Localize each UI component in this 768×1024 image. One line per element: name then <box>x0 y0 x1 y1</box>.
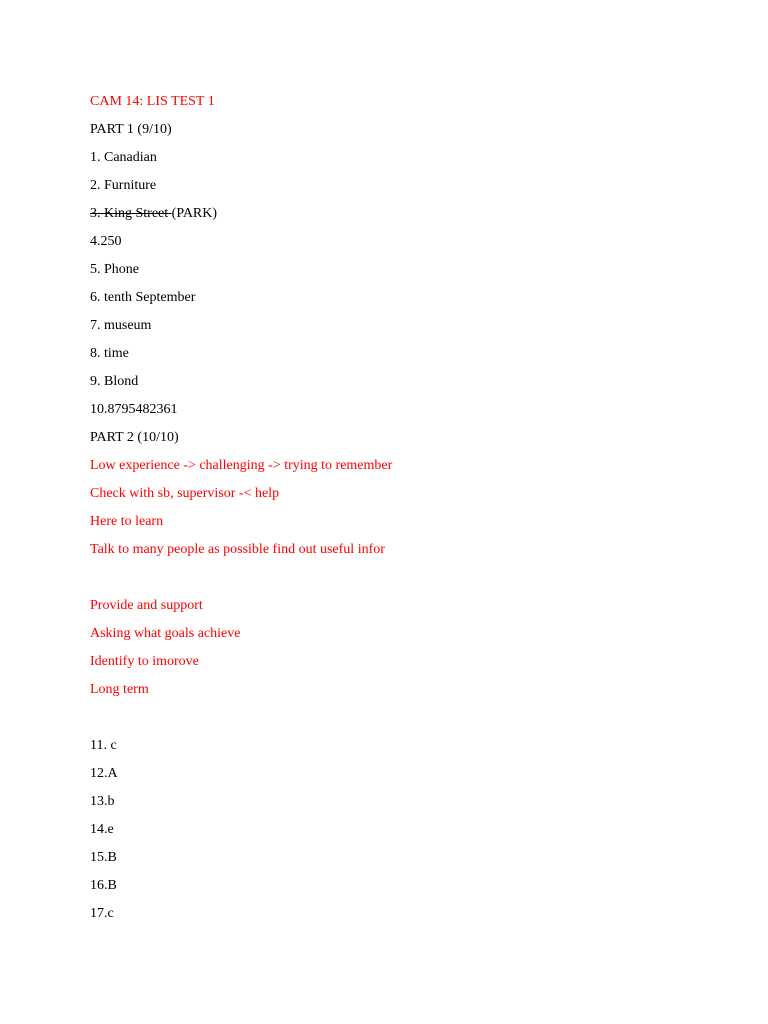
answer-line: 6. tenth September <box>90 290 196 305</box>
note-line: Check with sb, supervisor -< help <box>90 486 280 501</box>
answer-line: 16.B <box>90 878 117 893</box>
answer-line: 4.250 <box>90 234 122 249</box>
answer-line: 14.e <box>90 822 114 837</box>
blank-line <box>90 564 730 592</box>
part2-heading: PART 2 (10/10) <box>90 430 179 445</box>
part1-heading: PART 1 (9/10) <box>90 122 172 137</box>
answer-line: 12.A <box>90 766 118 781</box>
answer-line: 7. museum <box>90 318 152 333</box>
answer-line: 2. Furniture <box>90 178 157 193</box>
note-line: Asking what goals achieve <box>90 626 241 641</box>
note-line: Identify to imorove <box>90 654 199 669</box>
answer-line: 9. Blond <box>90 374 139 389</box>
corrected-answer: (PARK) <box>171 206 218 221</box>
note-line: Here to learn <box>90 514 164 529</box>
answer-line: 8. time <box>90 346 129 361</box>
answer-line: 11. c <box>90 738 117 753</box>
answer-line: 15.B <box>90 850 117 865</box>
note-line: Long term <box>90 682 149 697</box>
note-line: Low experience -> challenging -> trying to remember <box>90 458 393 473</box>
document-title: CAM 14: LIS TEST 1 <box>90 94 215 109</box>
answer-line: 17.c <box>90 906 114 921</box>
answer-line: 1. Canadian <box>90 150 157 165</box>
answer-line: 13.b <box>90 794 115 809</box>
document-page <box>90 88 730 928</box>
answer-line-3 <box>90 200 730 228</box>
note-line: Talk to many people as possible find out useful infor <box>90 542 385 557</box>
blank-line <box>90 704 730 732</box>
struck-answer: 3. King Street <box>90 206 172 221</box>
answer-line: 5. Phone <box>90 262 139 277</box>
answer-line: 10.8795482361 <box>90 402 178 417</box>
note-line: Provide and support <box>90 598 203 613</box>
